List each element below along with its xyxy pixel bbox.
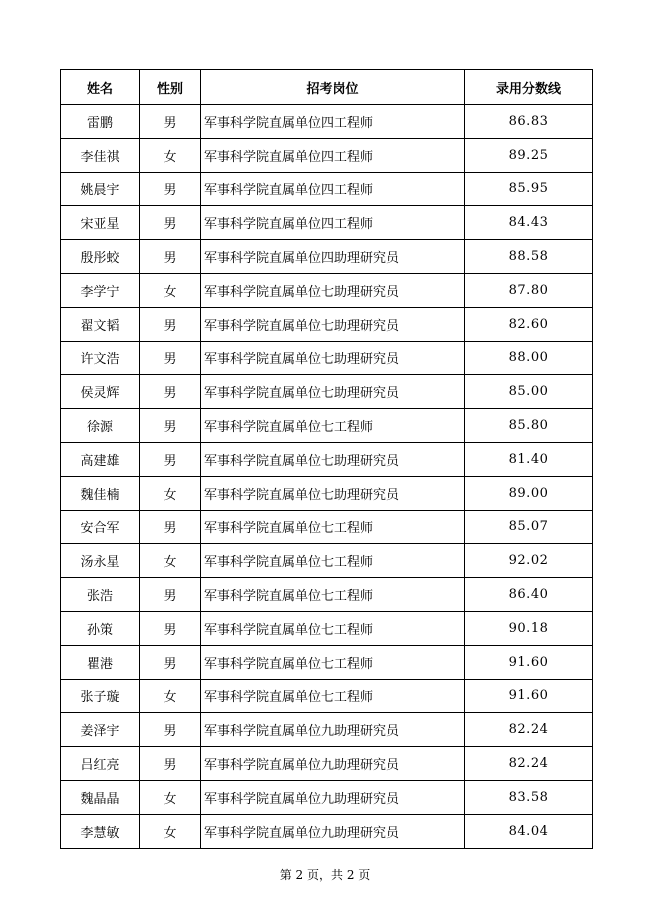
table-row (61, 814, 593, 848)
cell-gender: 女 (140, 476, 201, 510)
cell-position: 军事科学院直属单位七工程师 (201, 645, 465, 679)
cell-gender: 男 (140, 206, 201, 240)
cell-name: 徐源 (61, 409, 140, 443)
cell-position: 军事科学院直属单位七工程师 (201, 611, 465, 645)
cell-score: 82.60 (465, 307, 593, 341)
table-row (61, 713, 593, 747)
cell-score: 86.40 (465, 578, 593, 612)
table-row (61, 510, 593, 544)
cell-score: 87.80 (465, 273, 593, 307)
cell-score: 86.83 (465, 105, 593, 139)
cell-score: 89.00 (465, 476, 593, 510)
cell-gender: 女 (140, 544, 201, 578)
table-row (61, 442, 593, 476)
cell-gender: 男 (140, 409, 201, 443)
table-row (61, 476, 593, 510)
cell-name: 姚晨宇 (61, 172, 140, 206)
cell-position: 军事科学院直属单位九助理研究员 (201, 780, 465, 814)
results-table (60, 69, 593, 849)
table-row (61, 307, 593, 341)
cell-gender: 男 (140, 240, 201, 274)
cell-name: 许文浩 (61, 341, 140, 375)
cell-name: 李佳祺 (61, 138, 140, 172)
cell-gender: 男 (140, 307, 201, 341)
table-row (61, 544, 593, 578)
cell-name: 魏佳楠 (61, 476, 140, 510)
cell-score: 85.00 (465, 375, 593, 409)
cell-score: 91.60 (465, 679, 593, 713)
results-sheet (60, 69, 592, 849)
header-name: 姓名 (61, 70, 140, 105)
cell-score: 84.43 (465, 206, 593, 240)
cell-position: 军事科学院直属单位四助理研究员 (201, 240, 465, 274)
cell-score: 85.95 (465, 172, 593, 206)
table-row (61, 375, 593, 409)
cell-position: 军事科学院直属单位七工程师 (201, 409, 465, 443)
cell-name: 李慧敏 (61, 814, 140, 848)
cell-score: 88.58 (465, 240, 593, 274)
table-row (61, 240, 593, 274)
header-score: 录用分数线 (465, 70, 593, 105)
cell-name: 侯灵辉 (61, 375, 140, 409)
cell-score: 85.07 (465, 510, 593, 544)
cell-position: 军事科学院直属单位九助理研究员 (201, 747, 465, 781)
cell-position: 军事科学院直属单位七工程师 (201, 510, 465, 544)
cell-name: 吕红亮 (61, 747, 140, 781)
cell-name: 安合军 (61, 510, 140, 544)
table-row (61, 206, 593, 240)
cell-gender: 男 (140, 645, 201, 679)
cell-position: 军事科学院直属单位七助理研究员 (201, 442, 465, 476)
table-row (61, 105, 593, 139)
cell-gender: 男 (140, 578, 201, 612)
cell-gender: 女 (140, 273, 201, 307)
cell-score: 81.40 (465, 442, 593, 476)
cell-name: 魏晶晶 (61, 780, 140, 814)
cell-score: 84.04 (465, 814, 593, 848)
table-row (61, 747, 593, 781)
table-row (61, 679, 593, 713)
cell-gender: 男 (140, 747, 201, 781)
cell-name: 雷鹏 (61, 105, 140, 139)
cell-score: 92.02 (465, 544, 593, 578)
table-row (61, 611, 593, 645)
table-body (61, 105, 593, 849)
cell-position: 军事科学院直属单位四工程师 (201, 206, 465, 240)
header-position: 招考岗位 (201, 70, 465, 105)
table-row (61, 138, 593, 172)
table-row (61, 172, 593, 206)
cell-score: 83.58 (465, 780, 593, 814)
cell-position: 军事科学院直属单位四工程师 (201, 138, 465, 172)
cell-score: 82.24 (465, 747, 593, 781)
cell-name: 瞿港 (61, 645, 140, 679)
cell-gender: 女 (140, 780, 201, 814)
cell-position: 军事科学院直属单位七工程师 (201, 679, 465, 713)
cell-name: 张子璇 (61, 679, 140, 713)
cell-name: 姜泽宇 (61, 713, 140, 747)
cell-name: 宋亚星 (61, 206, 140, 240)
cell-gender: 男 (140, 510, 201, 544)
cell-position: 军事科学院直属单位七助理研究员 (201, 307, 465, 341)
table-row (61, 409, 593, 443)
cell-name: 李学宁 (61, 273, 140, 307)
cell-name: 翟文韬 (61, 307, 140, 341)
cell-name: 高建雄 (61, 442, 140, 476)
cell-gender: 男 (140, 713, 201, 747)
table-row (61, 645, 593, 679)
cell-gender: 男 (140, 172, 201, 206)
cell-position: 军事科学院直属单位四工程师 (201, 105, 465, 139)
table-row (61, 578, 593, 612)
table-row (61, 780, 593, 814)
cell-score: 85.80 (465, 409, 593, 443)
cell-position: 军事科学院直属单位七工程师 (201, 578, 465, 612)
cell-gender: 男 (140, 105, 201, 139)
cell-position: 军事科学院直属单位七助理研究员 (201, 341, 465, 375)
cell-gender: 女 (140, 138, 201, 172)
table-row (61, 273, 593, 307)
cell-name: 张浩 (61, 578, 140, 612)
cell-position: 军事科学院直属单位九助理研究员 (201, 814, 465, 848)
cell-gender: 男 (140, 611, 201, 645)
table-header-row (61, 70, 593, 105)
cell-gender: 男 (140, 375, 201, 409)
cell-position: 军事科学院直属单位七助理研究员 (201, 273, 465, 307)
cell-score: 91.60 (465, 645, 593, 679)
header-gender: 性别 (140, 70, 201, 105)
table-row (61, 341, 593, 375)
cell-position: 军事科学院直属单位九助理研究员 (201, 713, 465, 747)
cell-name: 孙策 (61, 611, 140, 645)
cell-score: 82.24 (465, 713, 593, 747)
cell-position: 军事科学院直属单位七工程师 (201, 544, 465, 578)
cell-name: 汤永星 (61, 544, 140, 578)
cell-score: 88.00 (465, 341, 593, 375)
cell-gender: 女 (140, 679, 201, 713)
cell-score: 89.25 (465, 138, 593, 172)
cell-score: 90.18 (465, 611, 593, 645)
cell-position: 军事科学院直属单位七助理研究员 (201, 476, 465, 510)
cell-position: 军事科学院直属单位七助理研究员 (201, 375, 465, 409)
cell-position: 军事科学院直属单位四工程师 (201, 172, 465, 206)
cell-gender: 男 (140, 442, 201, 476)
page-footer: 第 2 页，共 2 页 (279, 868, 371, 882)
cell-gender: 女 (140, 814, 201, 848)
cell-name: 殷彤蛟 (61, 240, 140, 274)
cell-gender: 男 (140, 341, 201, 375)
